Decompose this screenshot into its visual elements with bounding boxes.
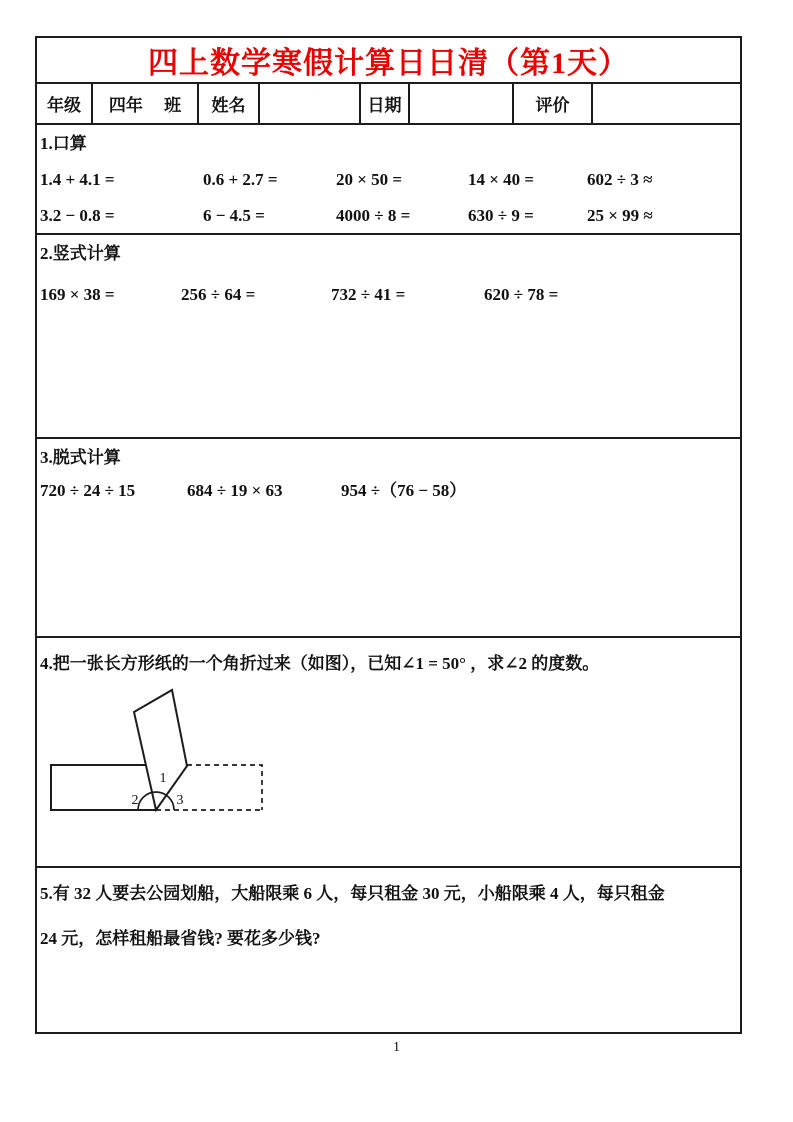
- worksheet-title: 四上数学寒假计算日日清（第1天）: [148, 47, 629, 80]
- oral-problem: 602 ÷ 3 ≈: [587, 170, 653, 189]
- angle-1-label: 1: [159, 771, 167, 786]
- date-label-cell: 日期: [359, 84, 408, 123]
- oral-problem: 14 × 40 =: [468, 170, 535, 189]
- evaluation-label-cell: 评价: [512, 84, 591, 123]
- oral-problem: 0.6 + 2.7 =: [203, 170, 278, 189]
- stepwise-problem: 720 ÷ 24 ÷ 15: [40, 481, 136, 500]
- vertical-problem: 620 ÷ 78 =: [484, 285, 559, 304]
- boat-problem-line-1: 5.有 32 人要去公园划船，大船限乘 6 人，每只租金 30 元，小船限乘 4 人，每只租金: [40, 884, 665, 903]
- name-label-cell: 姓名: [197, 84, 258, 123]
- boat-problem-line-2: 24 元，怎样租船最省钱? 要花多少钱?: [40, 929, 321, 948]
- section-stepwise-heading: 3.脱式计算: [40, 448, 121, 467]
- section-vertical-heading: 2.竖式计算: [40, 244, 121, 263]
- angle-3-label: 3: [176, 793, 184, 808]
- oral-problems-row-2: [40, 204, 732, 228]
- grade-label-cell: 年级: [46, 96, 81, 115]
- vertical-problem: 732 ÷ 41 =: [331, 285, 406, 304]
- name-input-cell[interactable]: [258, 84, 359, 123]
- stepwise-problem: 684 ÷ 19 × 63: [187, 481, 283, 500]
- section-stepwise-calculation: [37, 437, 740, 636]
- oral-problem: 3.2 − 0.8 =: [40, 206, 115, 225]
- vertical-problem: 256 ÷ 64 =: [181, 285, 256, 304]
- oral-problem: 25 × 99 ≈: [587, 206, 653, 225]
- section-angle-fold-problem: [37, 636, 740, 866]
- oral-problem: 1.4 + 4.1 =: [40, 170, 115, 189]
- stepwise-problem: 954 ÷（76 − 58）: [341, 481, 467, 500]
- rectangle-solid-outline: [51, 765, 156, 810]
- section-boat-word-problem: [37, 866, 740, 1032]
- vertical-problem: 169 × 38 =: [40, 285, 115, 304]
- grade-value-cell: 四年 班: [91, 84, 197, 123]
- fold-diagram: [48, 687, 263, 815]
- angle-2-label: 2: [131, 793, 139, 808]
- oral-problem: 6 − 4.5 =: [203, 206, 265, 225]
- page-number: 1: [393, 1040, 400, 1055]
- evaluation-input-cell[interactable]: [591, 84, 740, 123]
- info-header-row: [37, 82, 740, 123]
- date-input-cell[interactable]: [408, 84, 512, 123]
- section-vertical-calculation: [37, 233, 740, 437]
- oral-problems-row-1: [40, 168, 732, 192]
- stepwise-problems-row: [40, 479, 732, 503]
- section-oral-calculation: [37, 123, 740, 233]
- oral-problem: 4000 ÷ 8 =: [336, 206, 411, 225]
- section-oral-heading: 1.口算: [40, 134, 87, 153]
- vertical-problems-row: [40, 283, 732, 307]
- worksheet-table: [35, 36, 742, 1034]
- oral-problem: 630 ÷ 9 =: [468, 206, 534, 225]
- oral-problem: 20 × 50 =: [336, 170, 403, 189]
- fold-problem-text: 4.把一张长方形纸的一个角折过来（如图），已知∠1 = 50° ，求∠2 的度数。: [40, 654, 600, 673]
